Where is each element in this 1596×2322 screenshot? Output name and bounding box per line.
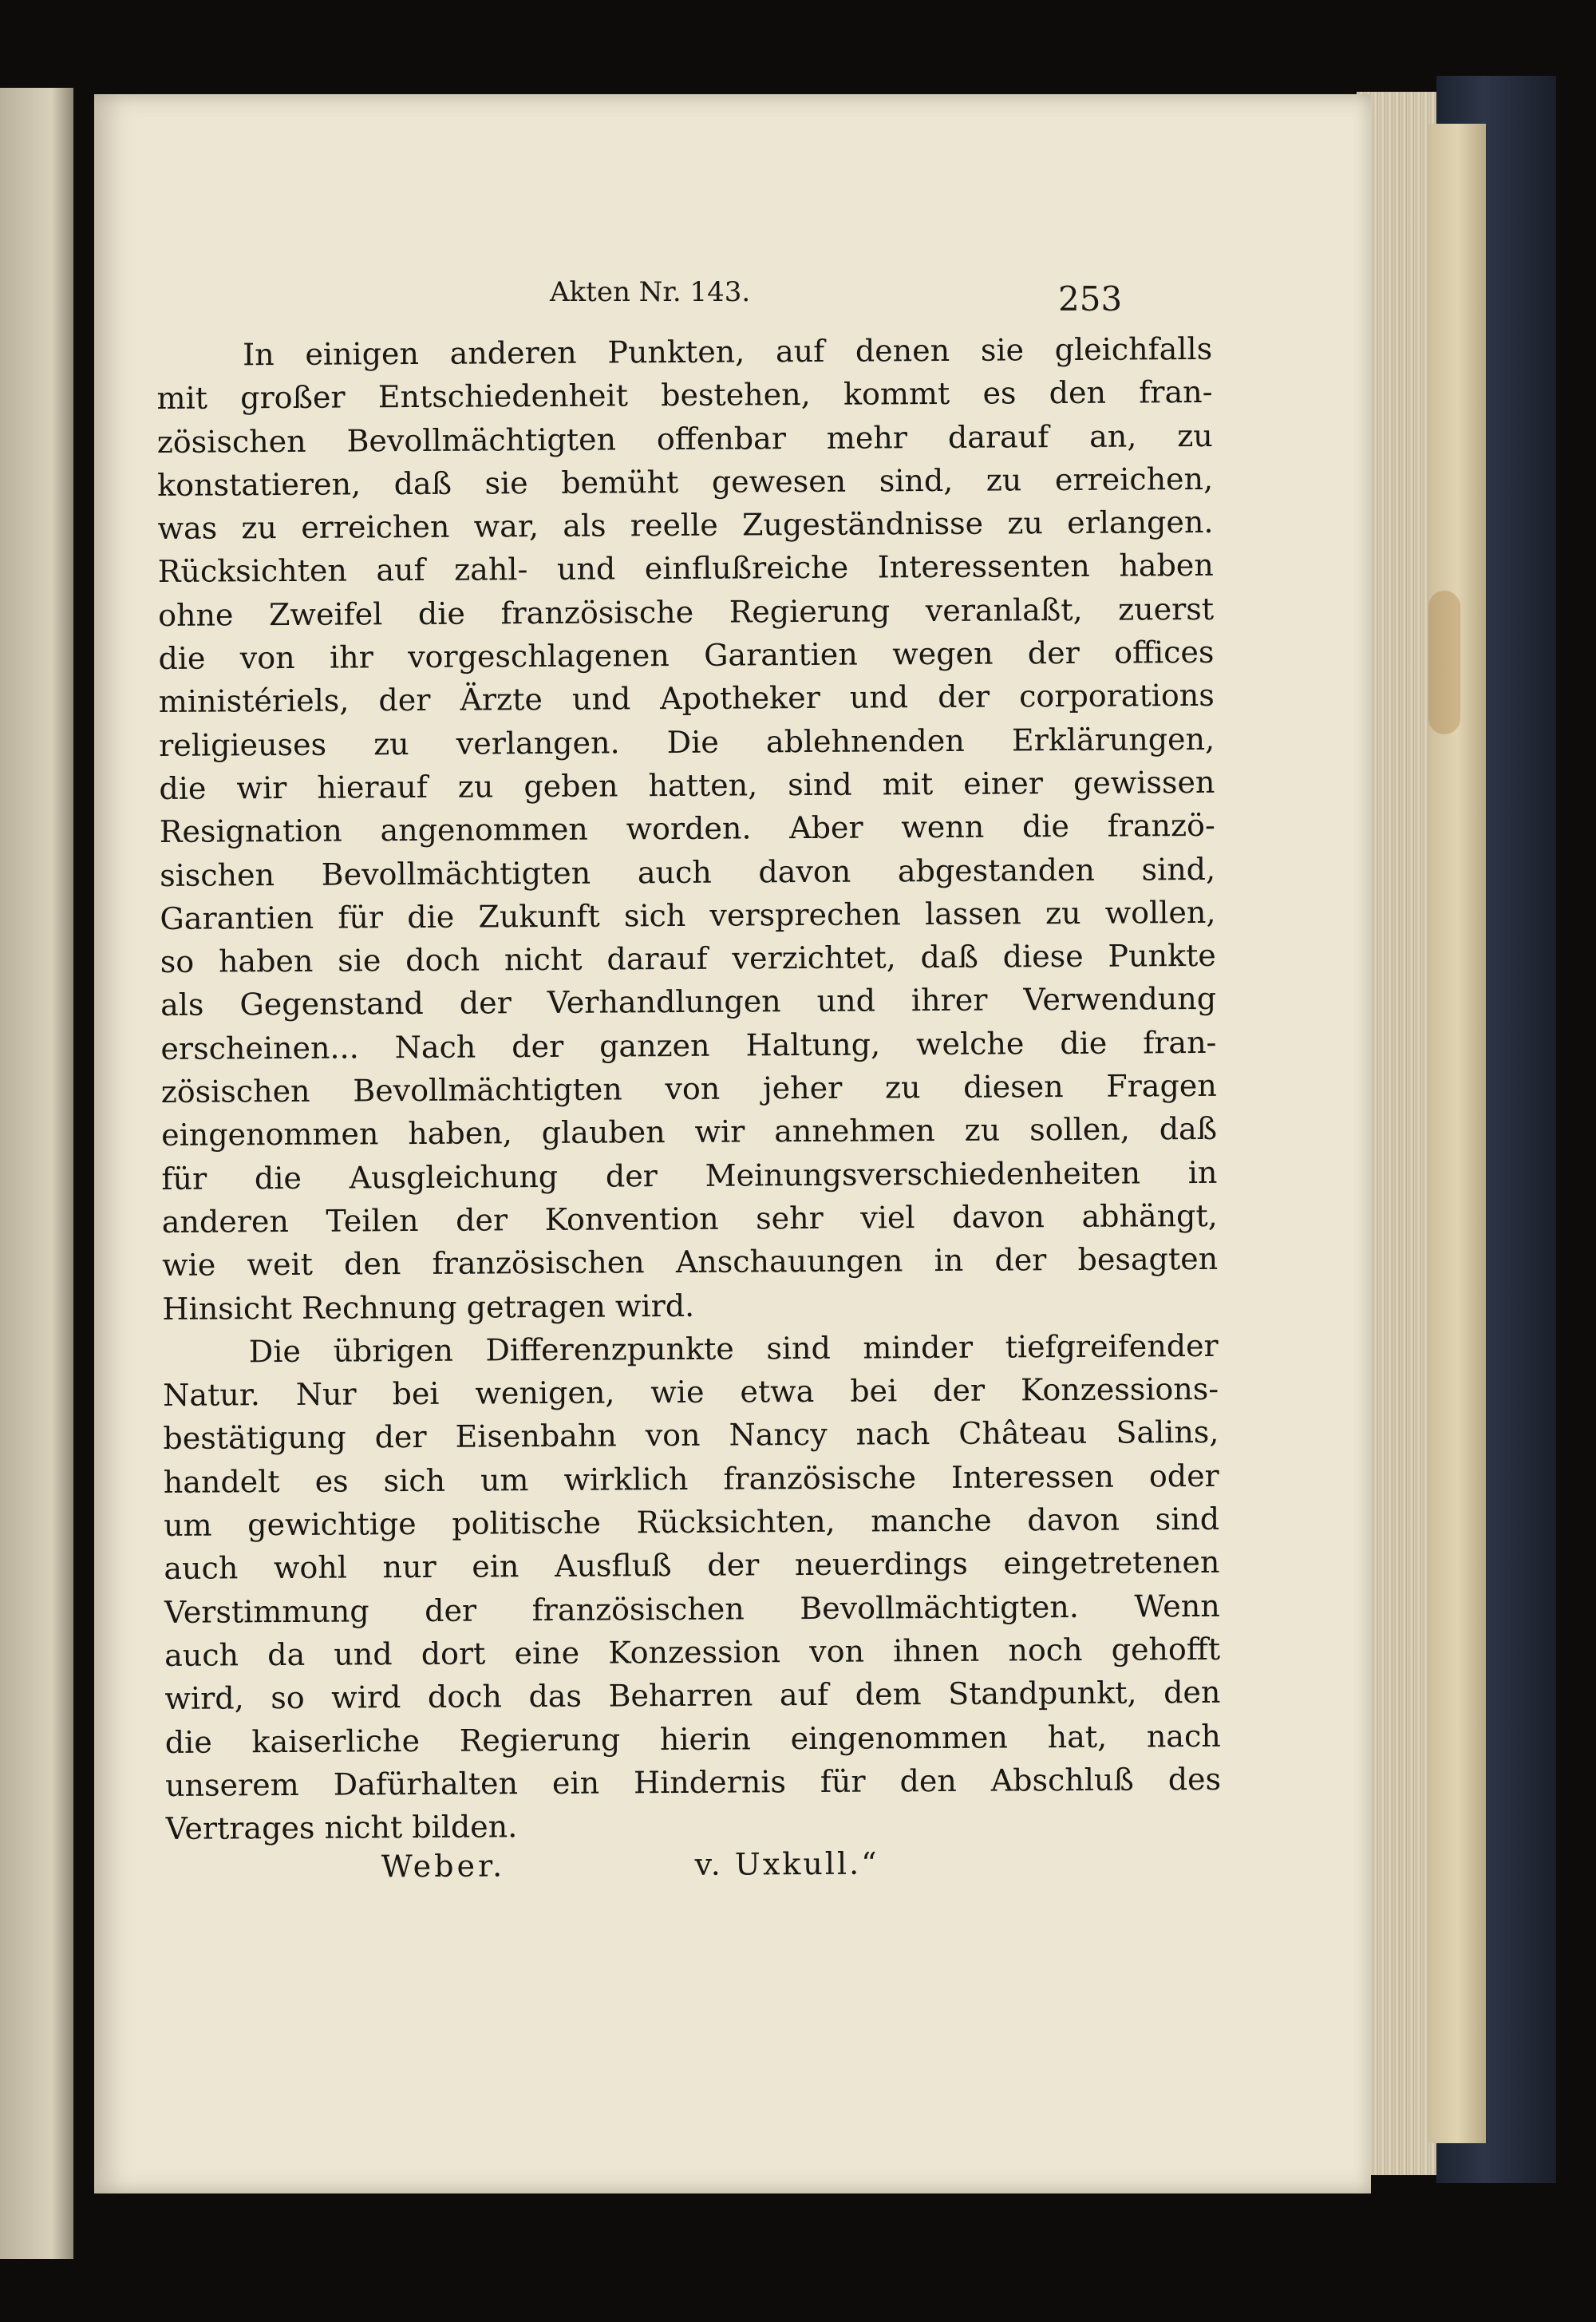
text-line: zösischen Bevollmächtigten von jeher zu diesen Fragen (160, 1067, 1217, 1110)
text-line: unserem Dafürhalten ein Hindernis für den Abschluß des (164, 1761, 1222, 1803)
text-line: Resignation angenommen worden. Aber wenn die franzö- (159, 808, 1215, 850)
text-line: ministériels, der Ärzte und Apotheker und der corporations (158, 678, 1215, 720)
text-line: die kaiserliche Regierung hierin eingenommen hat, nach (164, 1718, 1221, 1760)
signature-uxkull: v. Uxkull.“ (694, 1845, 879, 1883)
text-line: Vertrages nicht bilden. (165, 1809, 518, 1847)
text-line: um gewichtige politische Rücksichten, manche davon sind (163, 1501, 1220, 1543)
left-page-edge (0, 88, 73, 2259)
text-line: Verstimmung der französischen Bevollmächtigten. Wenn (164, 1588, 1220, 1630)
book-page (94, 94, 1371, 2193)
page-header (94, 270, 1371, 334)
text-line: sischen Bevollmächtigten auch davon abgestanden sind, (160, 851, 1216, 893)
text-line: ohne Zweifel die französische Regierung veranlaßt, zuerst (158, 591, 1215, 633)
text-line: auch da und dort eine Konzession von ihnen noch gehofft (164, 1631, 1221, 1673)
text-line: Natur. Nur bei wenigen, wie etwa bei der Konzessions- (162, 1371, 1219, 1414)
text-line: handelt es sich um wirklich französische Interessen oder (163, 1458, 1219, 1500)
text-line: eingenommen haben, glauben wir annehmen zu sollen, daß (161, 1111, 1218, 1153)
text-line: so haben sie doch nicht darauf verzichtet, daß diese Punkte (160, 938, 1216, 980)
page-number: 253 (1058, 279, 1123, 318)
text-line: die wir hierauf zu geben hatten, sind mit einer gewissen (159, 764, 1215, 806)
text-line: mit großer Entschiedenheit bestehen, kommt es den fran- (156, 374, 1213, 417)
body-text (156, 327, 1222, 1893)
text-line: konstatieren, daß sie bemüht gewesen sind, zu erreichen, (157, 461, 1214, 503)
paper-stain (1428, 591, 1460, 734)
running-head: Akten Nr. 143. (550, 276, 751, 308)
text-line: was zu erreichen war, als reelle Zugeständnisse zu erlangen. (157, 504, 1214, 547)
text-line: die von ihr vorgeschlagenen Garantien wegen der offices (158, 634, 1215, 677)
page-block-edge (1428, 124, 1486, 2143)
text-line: wird, so wird doch das Beharren auf dem Standpunkt, den (164, 1675, 1221, 1717)
signature-line (166, 1844, 1222, 1893)
text-line: anderen Teilen der Konvention sehr viel davon abhängt, (161, 1197, 1218, 1240)
text-line: als Gegenstand der Verhandlungen und ihrer Verwendung (160, 981, 1217, 1023)
text-line: bestätigung der Eisenbahn von Nancy nach Château Salins, (163, 1414, 1219, 1457)
text-line: religieuses zu verlangen. Die ablehnenden Erklärungen, (159, 721, 1215, 763)
text-line: Die übrigen Differenzpunkte sind minder tiefgreifender (248, 1327, 1219, 1370)
text-line: erscheinen... Nach der ganzen Haltung, welche die fran- (160, 1024, 1217, 1066)
text-line: Hinsicht Rechnung getragen wird. (162, 1288, 695, 1327)
text-line: wie weit den französischen Anschauungen in der besagten (161, 1241, 1219, 1284)
signature-weber: Weber. (381, 1848, 506, 1885)
text-line: zösischen Bevollmächtigten offenbar mehr darauf an, zu (156, 417, 1213, 460)
text-line: für die Ausgleichung der Meinungsverschiedenheiten in (161, 1154, 1218, 1197)
text-line: auch wohl nur ein Ausfluß der neuerdings eingetretenen (164, 1545, 1220, 1587)
text-line: Rücksichten auf zahl- und einflußreiche Interessenten haben (157, 548, 1214, 590)
text-line: Garantien für die Zukunft sich versprechen lassen zu wollen, (160, 894, 1216, 936)
text-line: In einigen anderen Punkten, auf denen sie gleichfalls (243, 330, 1213, 373)
